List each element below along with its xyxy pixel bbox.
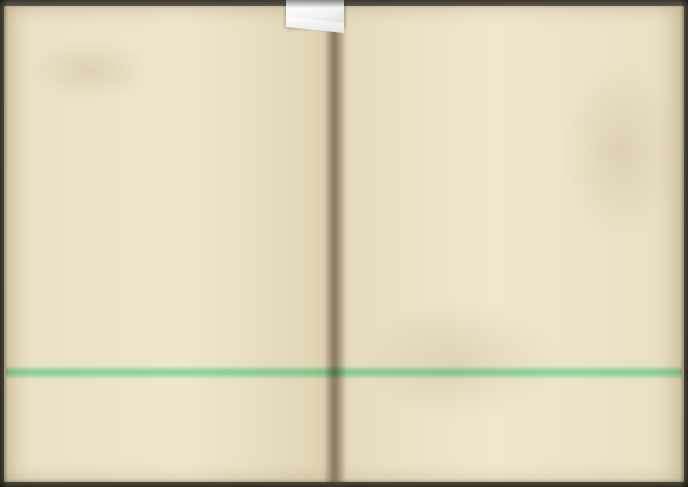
ledger-right-leaf: [334, 6, 684, 482]
paper-clip: [286, 0, 344, 26]
ledger-left-leaf: [4, 6, 334, 482]
